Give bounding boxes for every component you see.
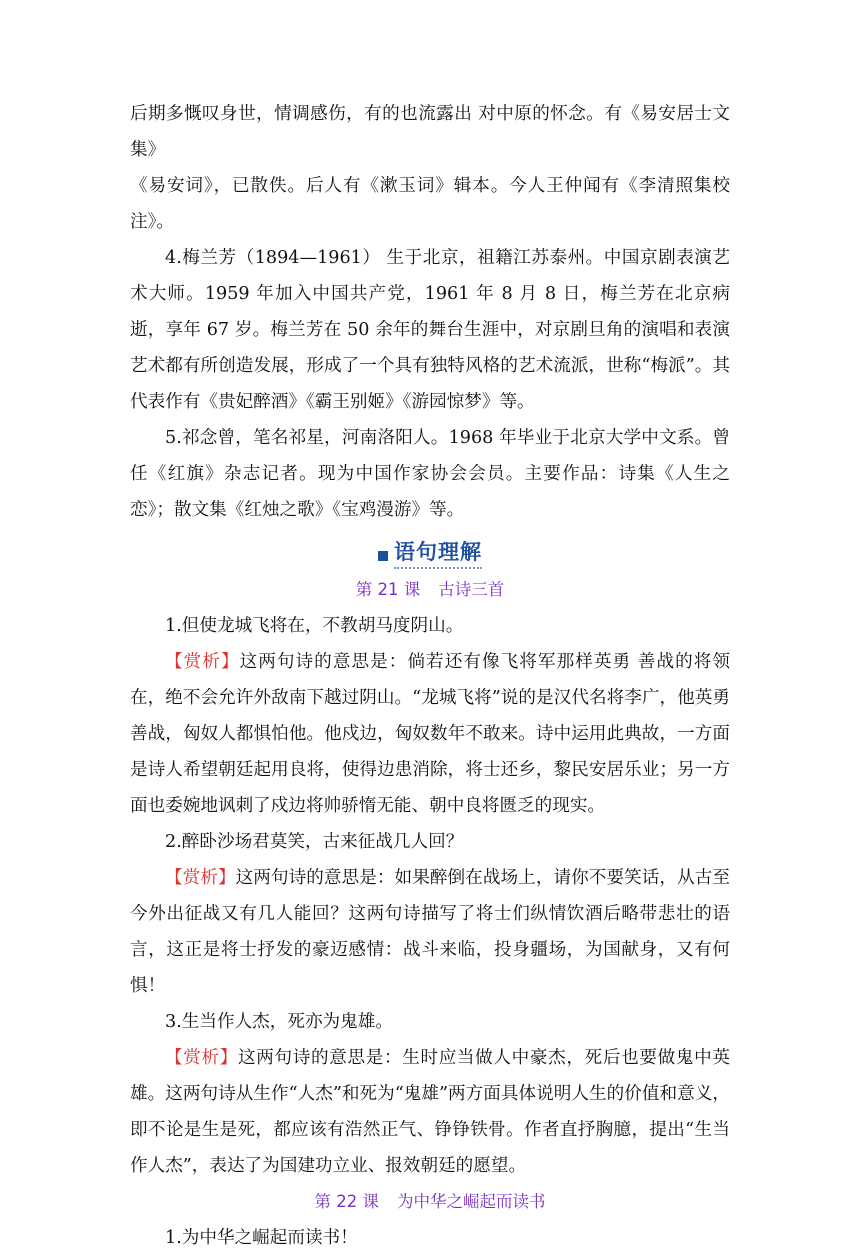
analysis-text: 这两句诗的意思是：倘若还有像飞将军那样英勇 善战的将领在，绝不会允许外敌南下越过阴山。“龙城飞将”说的是汉代名将李广，他英勇善战，匈奴人都惧怕他。他戍边，匈奴数年不敢来。诗中运用此典故，一方面是诗人希望朝廷起用良将，使得边患消除，将士还乡，黎民安居乐业；另一方面也委婉地讽刺了戍边将帅骄惰无能、朝中良将匮乏的现实。 [130, 652, 730, 816]
lesson-22-line-1: 1.为中华之崛起而读书！ [165, 1228, 358, 1248]
bio-paragraph-li-qingzhao-line2: 《易安词》，已散佚。后人有《漱玉词》辑本。今人王仲闻有《李清照集校注》。 [130, 176, 730, 232]
lesson-22-heading [130, 1184, 730, 1220]
analysis-tag: 【赏析】 [165, 868, 236, 888]
analysis-3 [130, 1040, 730, 1184]
page-content [130, 96, 730, 1256]
analysis-text: 这两句诗的意思是：如果醉倒在战场上，请你不要笑话，从古至今外出征战又有几人能回？这两句诗描写了将士们纵情饮酒后略带悲壮的语言，这正是将士抒发的豪迈感情：战斗来临，投身疆场，为国献身，又有何惧！ [130, 868, 730, 996]
bio-paragraph-mei-lanfang: 4.梅兰芳（1894—1961） 生于北京，祖籍江苏泰州。中国京剧表演艺术大师。1959 年加入中国共产党，1961 年 8 月 8 日，梅兰芳在北京病逝，享年 67 岁。梅兰芳在 50 余年的舞台生涯中，对京剧旦角的演唱和表演艺术都有所创造发展，形成了一个具有独特风格的艺术流派，世称“梅派”。其代表作有《贵妃醉酒》《霸王别姬》《游园惊梦》等。 [130, 248, 730, 412]
section-title: 语句理解 [394, 536, 482, 569]
analysis-2 [130, 860, 730, 1004]
analysis-1 [130, 644, 730, 824]
section-header [130, 532, 730, 572]
bio-paragraph-li-qingzhao-line1: 后期多慨叹身世，情调感伤，有的也流露出 对中原的怀念。有《易安居士文集》 [130, 104, 730, 160]
poem-line-1: 1.但使龙城飞将在，不教胡马度阴山。 [165, 616, 464, 636]
analysis-tag: 【赏析】 [165, 1048, 238, 1068]
section-square-icon [378, 551, 388, 561]
lesson-21-heading [130, 572, 730, 608]
analysis-text: 这两句诗的意思是：生时应当做人中豪杰，死后也要做鬼中英雄。这两句诗从生作“人杰”和死为“鬼雄”两方面具体说明人生的价值和意义，即不论是生是死，都应该有浩然正气、铮铮铁骨。作者直抒胸臆，提出“生当作人杰”，表达了为国建功立业、报效朝廷的愿望。 [130, 1048, 730, 1176]
lesson-21-title: 古诗三首 [438, 580, 505, 599]
bio-paragraph-qi-nianzeng: 5.祁念曾，笔名祁星，河南洛阳人。1968 年毕业于北京大学中文系。曾任《红旗》杂志记者。现为中国作家协会会员。主要作品：诗集《人生之恋》；散文集《红烛之歌》《宝鸡漫游》等。 [130, 428, 730, 520]
lesson-22-title: 为中华之崛起而读书 [397, 1192, 546, 1211]
analysis-tag: 【赏析】 [165, 652, 240, 672]
lesson-21-number: 第 21 课 [355, 580, 421, 599]
lesson-22-number: 第 22 课 [314, 1192, 379, 1211]
poem-line-3: 3.生当作人杰，死亦为鬼雄。 [165, 1012, 393, 1032]
poem-line-2: 2.醉卧沙场君莫笑，古来征战几人回？ [165, 832, 464, 852]
